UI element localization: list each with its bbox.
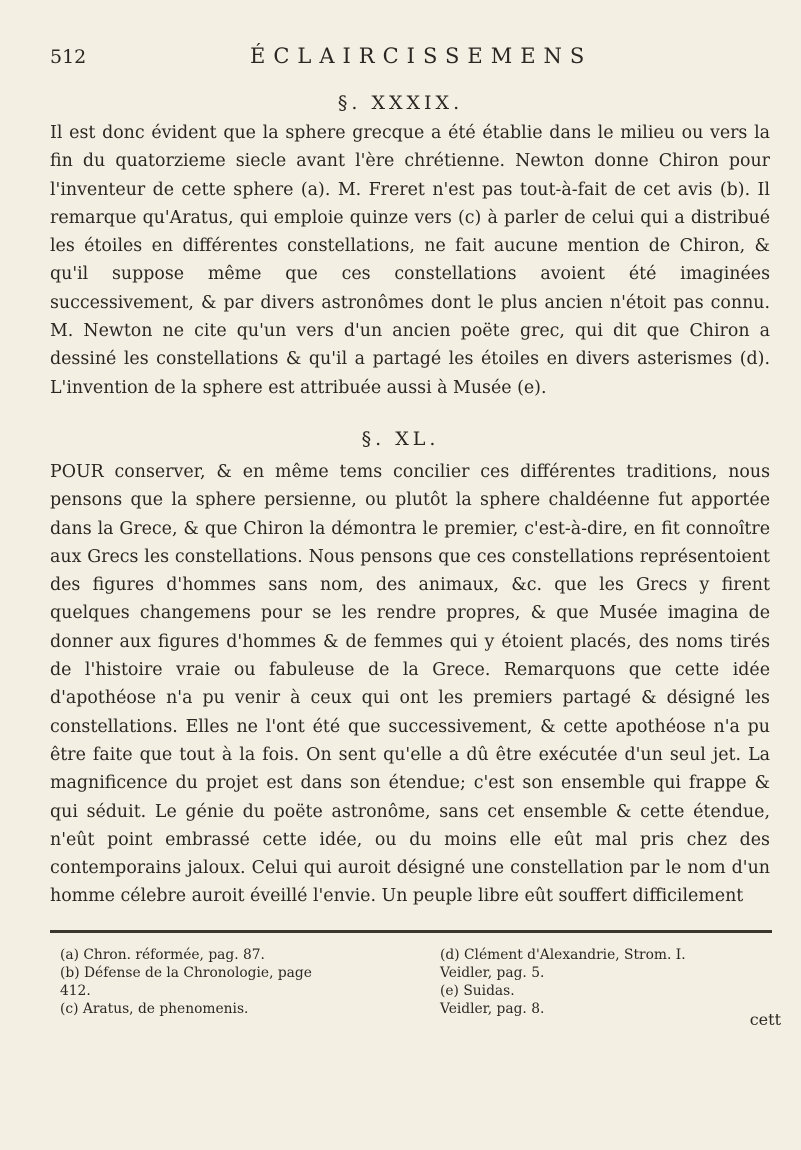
section-heading-39: §. XXXIX. [337,92,464,114]
footnote-a: (a) Chron. réformée, pag. 87. [60,947,265,963]
footnote-d: (d) Clément d'Alexandrie, Strom. I. [440,947,686,963]
footnotes-left [60,946,312,1018]
section-39-text: Il est donc évident que la sphere grecque a été établie dans le milieu ou vers la fin du quatorzieme siecle avant l'ère chrétienne. Newton donne Chiron pour l'inventeur de cette sphere (a). M. Freret n'est pas tout-à-fait de cet avis (b). Il remarque qu'Aratus, qui emploie quinze vers (c) à parler de celui qui a distribué les étoiles en différentes constellations, ne fait aucune mention de Chiron, & qu'il suppose même que ces constellations avoient été imaginées successivement, & par divers astronômes dont le plus ancien n'étoit pas connu. M. Newton ne cite qu'un vers d'un ancien poëte grec, qui dit que Chiron a dessiné les constellations & qu'il a partagé les étoiles en divers asterismes (d). L'invention de la sphere est attribuée aussi à Musée (e). [50,123,770,398]
footnote-e-cont: Veidler, pag. 8. [440,1001,545,1017]
page-number: 512 [50,46,87,68]
catchword: cett [749,1010,781,1029]
page-header [50,44,770,74]
footnote-rule [50,930,772,933]
footnote-c: (c) Aratus, de phenomenis. [60,1001,249,1017]
section-heading-40: §. XL. [361,428,440,450]
footnote-d-cont: Veidler, pag. 5. [440,965,545,981]
footnote-b: (b) Défense de la Chronologie, page [60,965,312,981]
section-40-text: POUR conserver, & en même tems concilier ces différentes traditions, nous pensons que la sphere persienne, ou plutôt la sphere chaldéenne fut apportée dans la Grece, & que Chiron la démontra le premier, c'est-à-dire, en fit connoître aux Grecs les constellations. Nous pensons que ces constellations représentoient des figures d'hommes sans nom, des animaux, &c. que les Grecs y firent quelques changemens pour se les rendre propres, & que Musée imagina de donner aux figures d'hommes & de femmes qui y étoient placés, des noms tirés de l'histoire vraie ou fabuleuse de la Grece. Remarquons que cette idée d'apothéose n'a pu venir à ceux qui ont les premiers partagé & désigné les constellations. Elles ne l'ont été que successivement, & cette apothéose n'a pu être faite que tout à la fois. On sent qu'elle a dû être exécutée d'un seul jet. La magnificence du projet est dans son étendue; c'est son ensemble qui frappe & qui séduit. Le génie du poëte astronôme, sans cet ensemble & cette étendue, n'eût point embrassé cette idée, ou du moins elle eût mal pris chez des contemporains jaloux. Celui qui auroit désigné une constellation par le nom d'un homme célebre auroit éveillé l'envie. Un peuple libre eût souffert difficilement [50,462,770,907]
footnote-e: (e) Suidas. [440,983,515,999]
footnote-b-cont: 412. [60,983,91,999]
running-title: ÉCLAIRCISSEMENS [250,44,593,68]
footnotes-right [440,946,686,1018]
